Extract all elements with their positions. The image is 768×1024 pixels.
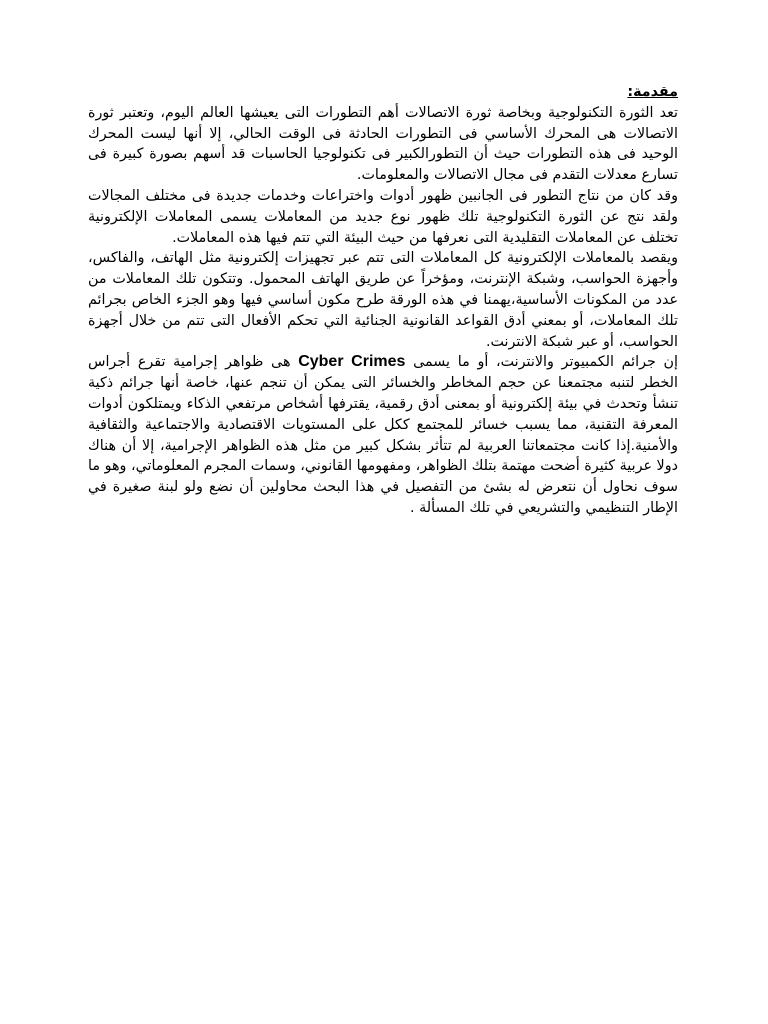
paragraph-cyber-crimes — [88, 352, 678, 518]
paragraph-cyber-crimes-before: إن جرائم الكمبيوتر والانترنت، أو ما يسمى — [413, 354, 678, 371]
cyber-crimes-term: Cyber Crimes — [298, 353, 406, 371]
paragraph-intro: تعد الثورة التكنولوجية وبخاصة ثورة الاتصالات أهم التطورات التى يعيشها العالم اليوم، وتعتبر ثورة الاتصالات هى المحرك الأساسي فى التطورات الحادثة فى الوقت الحالي، إلا أنها ليست المحرك الوحيد فى هذه التطورات حيث أن التطورالكبير فى تكنولوجيا الحاسبات قد أسهم بصورة كبيرة فى تسارع معدلات التقدم فى مجال الاتصالات والمعلومات. — [88, 104, 678, 184]
paragraph-electronic-transactions: وقد كان من نتاج التطور فى الجانبين ظهور أدوات واختراعات وخدمات جديدة فى مختلف المجالات ولقد نتج عن الثورة التكنولوجية تلك ظهور نوع جديد من المعاملات يسمى المعاملات الإلكترونية تختلف عن المعاملات التقليدية التى نعرفها من حيث البيئة التي تتم فيها هذه المعاملات. — [88, 187, 678, 246]
document-page — [88, 82, 678, 519]
document-heading: مقدمة: — [627, 84, 678, 100]
paragraph-transaction-definition: ويقصد بالمعاملات الإلكترونية كل المعاملات التى تتم عبر تجهيزات إلكترونية مثل الهاتف، والفاكس، وأجهزة الحواسب، وشبكة الإنترنت، ومؤخراً عن طريق الهاتف المحمول. وتتكون تلك المعاملات من عدد من المكونات الأساسية،يهمنا في هذه الورقة طرح مكون أساسي فيها وهو الجزء الخاص بجرائم تلك المعاملات، أو بمعني أدق القواعد القانونية الجنائية التي تحكم الأفعال التى تتم من خلال أجهزة الحواسب، أو عبر شبكة الانترنت. — [88, 250, 678, 350]
paragraph-cyber-crimes-after: هى ظواهر إجرامية تقرع أجراس الخطر لتنبه مجتمعنا عن حجم المخاطر والخسائر التى يمكن أن تنجم عنها، خاصة أنها جرائم ذكية تنشأ وتحدث في بيئة إلكترونية أو بمعنى أدق رقمية، يقترفها أشخاص مرتفعي الذكاء ويمتلكون أدوات المعرفة التقنية، مما يسبب خسائر للمجتمع ككل على المستويات الاقتصادية والاجتماعية والثقافية والأمنية.إذا كانت مجتمعاتنا العربية لم تتأثر بشكل كبير من مثل هذه الظواهر الإجرامية، إلا أن هناك دولا عربية كثيرة أضحت مهتمة بتلك الظواهر، ومفهومها القانوني، وسمات المجرم المعلوماتي، وهو ما سوف نحاول أن نتعرض له بشئ من التفصيل في هذا البحث محاولين أن نضع ولو لبنة صغيرة في الإطار التنظيمي والتشريعي في تلك المسألة . — [88, 354, 678, 516]
